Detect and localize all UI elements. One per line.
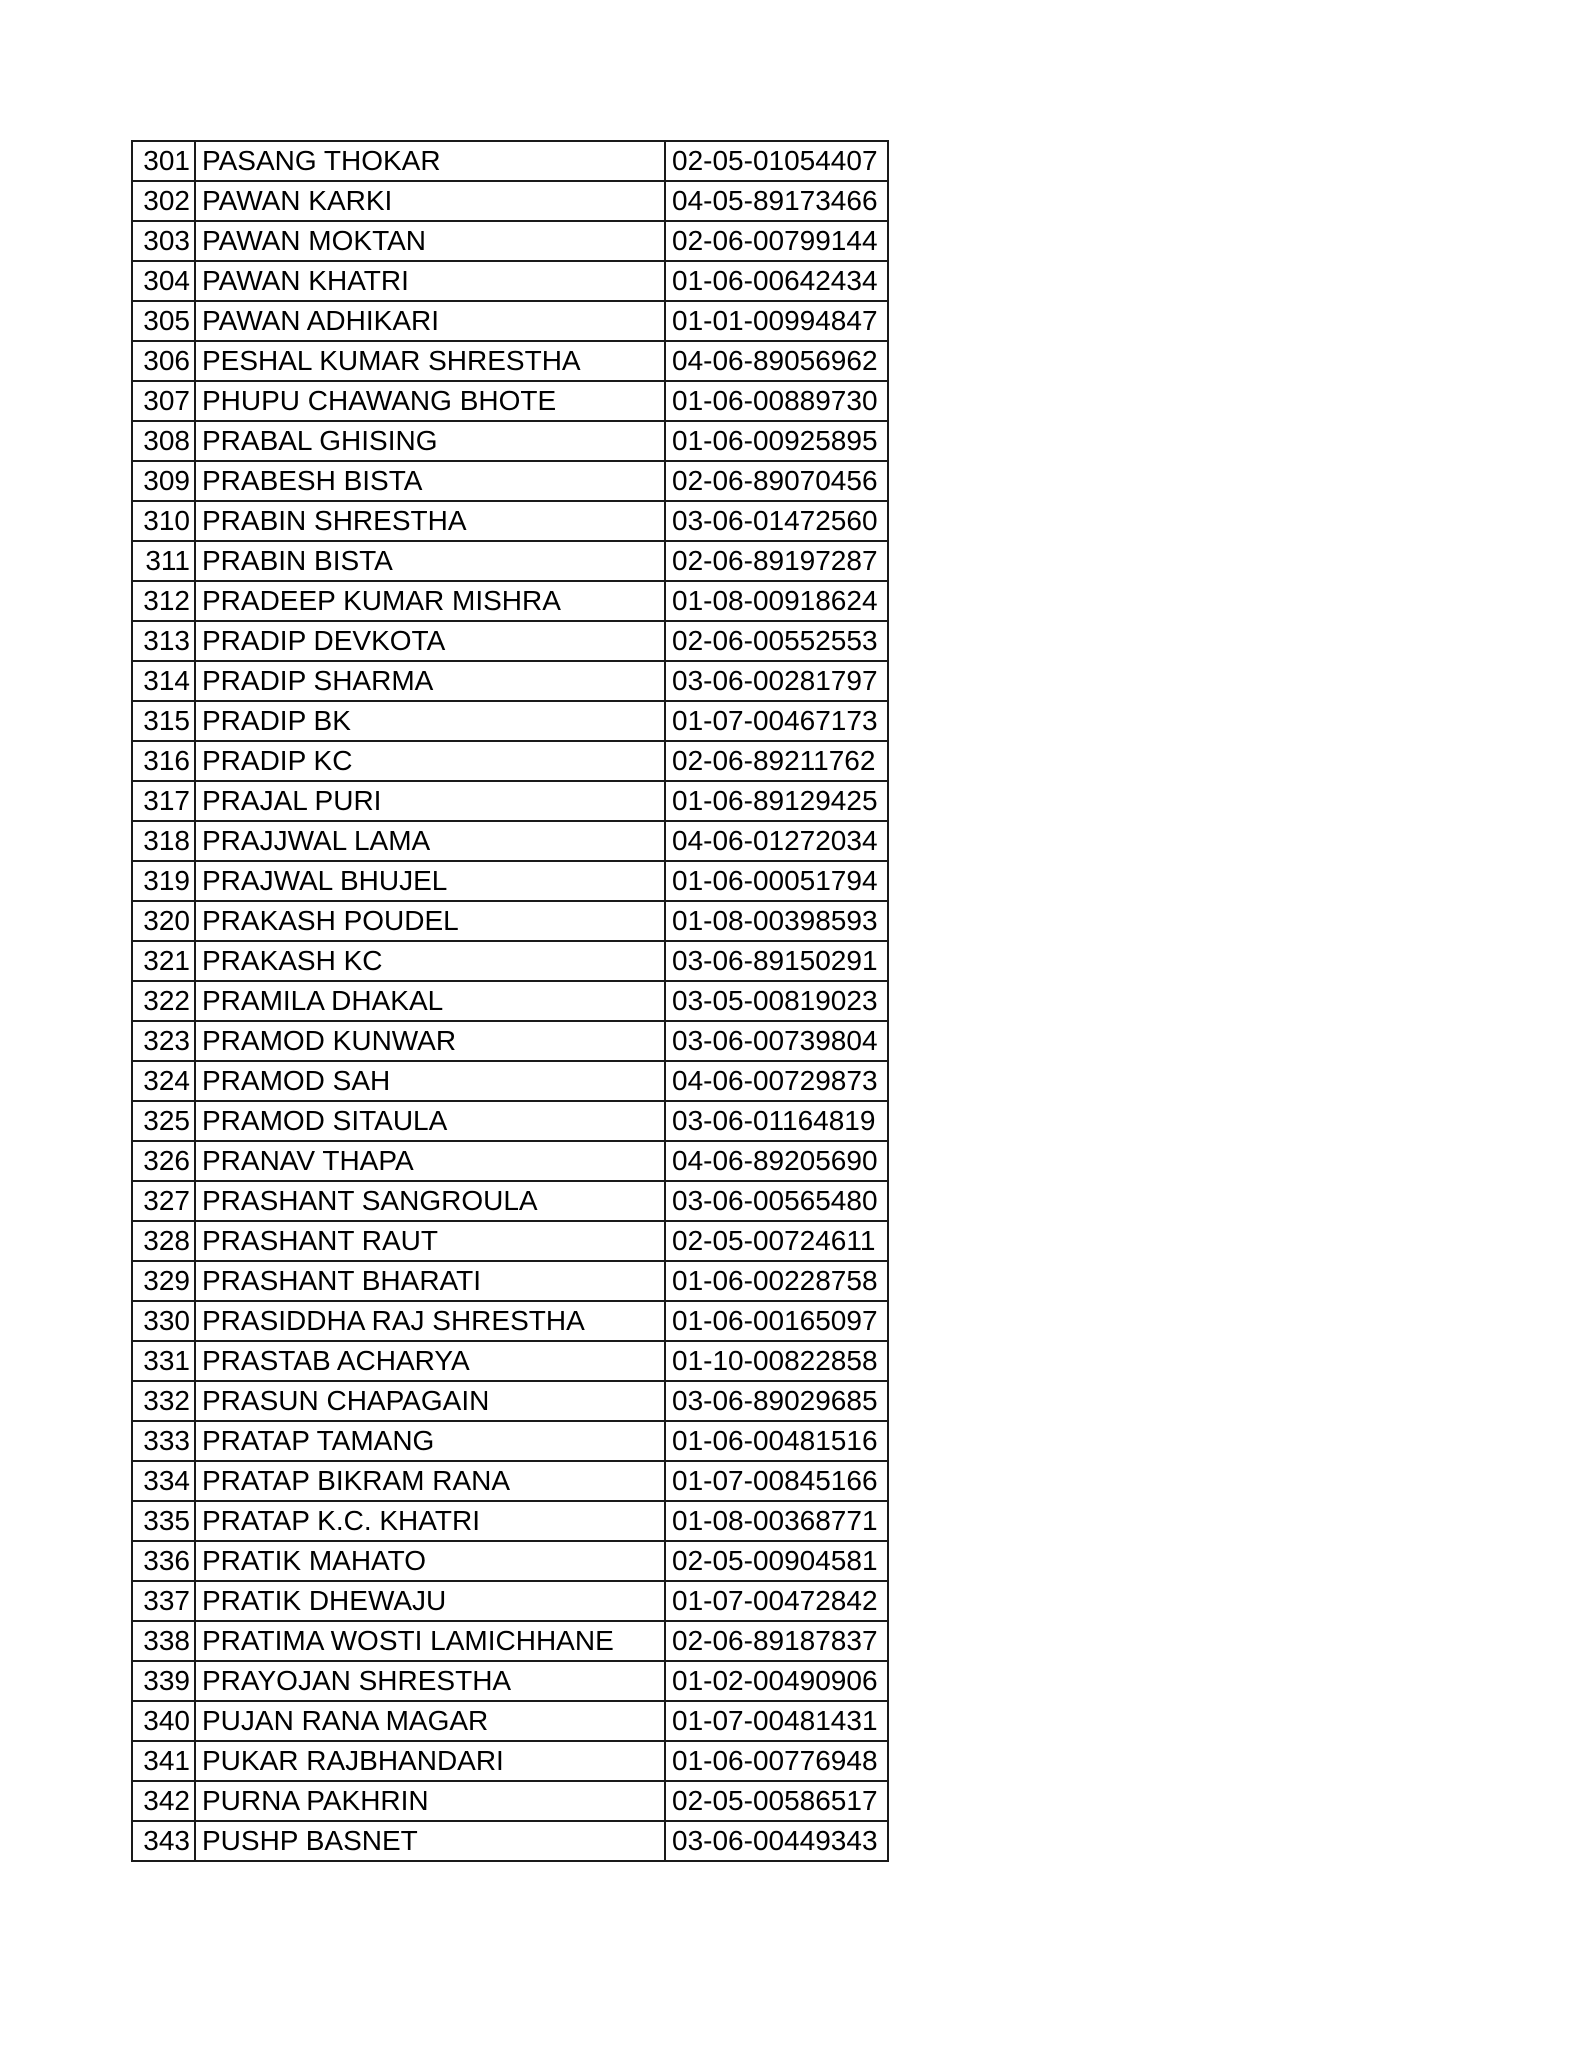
code-cell: 03-06-01472560 bbox=[665, 501, 888, 541]
row-number-cell: 330 bbox=[132, 1301, 195, 1341]
table-row bbox=[132, 1701, 888, 1741]
name-cell: PRAYOJAN SHRESTHA bbox=[195, 1661, 665, 1701]
table-row bbox=[132, 901, 888, 941]
code-cell: 01-06-00925895 bbox=[665, 421, 888, 461]
table-row bbox=[132, 541, 888, 581]
table-row bbox=[132, 781, 888, 821]
table-row bbox=[132, 701, 888, 741]
code-cell: 03-06-00565480 bbox=[665, 1181, 888, 1221]
table-row bbox=[132, 1101, 888, 1141]
name-cell: PRABIN SHRESTHA bbox=[195, 501, 665, 541]
table-row bbox=[132, 221, 888, 261]
code-cell: 01-06-00481516 bbox=[665, 1421, 888, 1461]
code-cell: 01-06-00228758 bbox=[665, 1261, 888, 1301]
table-row bbox=[132, 501, 888, 541]
code-cell: 04-06-89205690 bbox=[665, 1141, 888, 1181]
code-cell: 01-06-00642434 bbox=[665, 261, 888, 301]
row-number-cell: 333 bbox=[132, 1421, 195, 1461]
code-cell: 03-06-01164819 bbox=[665, 1101, 888, 1141]
name-cell: PRATIK DHEWAJU bbox=[195, 1581, 665, 1621]
row-number-cell: 310 bbox=[132, 501, 195, 541]
row-number-cell: 315 bbox=[132, 701, 195, 741]
code-cell: 04-06-89056962 bbox=[665, 341, 888, 381]
row-number-cell: 309 bbox=[132, 461, 195, 501]
name-cell: PRAKASH KC bbox=[195, 941, 665, 981]
row-number-cell: 342 bbox=[132, 1781, 195, 1821]
table-row bbox=[132, 301, 888, 341]
name-cell: PRADIP KC bbox=[195, 741, 665, 781]
name-cell: PRAJAL PURI bbox=[195, 781, 665, 821]
name-cell: PRATIK MAHATO bbox=[195, 1541, 665, 1581]
name-cell: PRASTAB ACHARYA bbox=[195, 1341, 665, 1381]
name-cell: PUSHP BASNET bbox=[195, 1821, 665, 1861]
name-cell: PRAMILA DHAKAL bbox=[195, 981, 665, 1021]
name-cell: PRADEEP KUMAR MISHRA bbox=[195, 581, 665, 621]
code-cell: 04-06-01272034 bbox=[665, 821, 888, 861]
code-cell: 02-05-00586517 bbox=[665, 1781, 888, 1821]
code-cell: 01-06-00165097 bbox=[665, 1301, 888, 1341]
table-row bbox=[132, 741, 888, 781]
table-row bbox=[132, 381, 888, 421]
table-row bbox=[132, 1221, 888, 1261]
name-cell: PRATAP K.C. KHATRI bbox=[195, 1501, 665, 1541]
table-row bbox=[132, 581, 888, 621]
row-number-cell: 304 bbox=[132, 261, 195, 301]
name-cell: PHUPU CHAWANG BHOTE bbox=[195, 381, 665, 421]
name-cell: PRABAL GHISING bbox=[195, 421, 665, 461]
code-cell: 01-07-00845166 bbox=[665, 1461, 888, 1501]
table-row bbox=[132, 1461, 888, 1501]
code-cell: 04-06-00729873 bbox=[665, 1061, 888, 1101]
code-cell: 01-07-00481431 bbox=[665, 1701, 888, 1741]
code-cell: 02-06-89211762 bbox=[665, 741, 888, 781]
code-cell: 03-05-00819023 bbox=[665, 981, 888, 1021]
table-row bbox=[132, 1541, 888, 1581]
row-number-cell: 321 bbox=[132, 941, 195, 981]
code-cell: 02-05-00904581 bbox=[665, 1541, 888, 1581]
code-cell: 02-06-89070456 bbox=[665, 461, 888, 501]
name-cell: PRADIP DEVKOTA bbox=[195, 621, 665, 661]
code-cell: 04-05-89173466 bbox=[665, 181, 888, 221]
row-number-cell: 301 bbox=[132, 141, 195, 181]
table-row bbox=[132, 1141, 888, 1181]
name-cell: PRASHANT BHARATI bbox=[195, 1261, 665, 1301]
name-cell: PRATIMA WOSTI LAMICHHANE bbox=[195, 1621, 665, 1661]
table-row bbox=[132, 1501, 888, 1541]
table-row bbox=[132, 341, 888, 381]
table-row bbox=[132, 461, 888, 501]
table-row bbox=[132, 1021, 888, 1061]
record-table bbox=[131, 140, 889, 1862]
name-cell: PRASHANT SANGROULA bbox=[195, 1181, 665, 1221]
name-cell: PRATAP TAMANG bbox=[195, 1421, 665, 1461]
row-number-cell: 325 bbox=[132, 1101, 195, 1141]
table-row bbox=[132, 1781, 888, 1821]
table-row bbox=[132, 941, 888, 981]
row-number-cell: 302 bbox=[132, 181, 195, 221]
code-cell: 02-06-89197287 bbox=[665, 541, 888, 581]
code-cell: 02-06-00552553 bbox=[665, 621, 888, 661]
name-cell: PESHAL KUMAR SHRESTHA bbox=[195, 341, 665, 381]
row-number-cell: 318 bbox=[132, 821, 195, 861]
row-number-cell: 339 bbox=[132, 1661, 195, 1701]
row-number-cell: 305 bbox=[132, 301, 195, 341]
name-cell: PASANG THOKAR bbox=[195, 141, 665, 181]
code-cell: 01-06-00776948 bbox=[665, 1741, 888, 1781]
row-number-cell: 311 bbox=[132, 541, 195, 581]
name-cell: PUJAN RANA MAGAR bbox=[195, 1701, 665, 1741]
name-cell: PRAJJWAL LAMA bbox=[195, 821, 665, 861]
name-cell: PRAMOD SITAULA bbox=[195, 1101, 665, 1141]
row-number-cell: 332 bbox=[132, 1381, 195, 1421]
code-cell: 01-08-00368771 bbox=[665, 1501, 888, 1541]
code-cell: 02-05-01054407 bbox=[665, 141, 888, 181]
code-cell: 01-06-00889730 bbox=[665, 381, 888, 421]
code-cell: 01-01-00994847 bbox=[665, 301, 888, 341]
code-cell: 01-06-00051794 bbox=[665, 861, 888, 901]
code-cell: 01-07-00467173 bbox=[665, 701, 888, 741]
table-row bbox=[132, 141, 888, 181]
row-number-cell: 335 bbox=[132, 1501, 195, 1541]
row-number-cell: 328 bbox=[132, 1221, 195, 1261]
name-cell: PRADIP SHARMA bbox=[195, 661, 665, 701]
row-number-cell: 331 bbox=[132, 1341, 195, 1381]
code-cell: 02-06-89187837 bbox=[665, 1621, 888, 1661]
name-cell: PRASIDDHA RAJ SHRESTHA bbox=[195, 1301, 665, 1341]
table-row bbox=[132, 1621, 888, 1661]
table-row bbox=[132, 1741, 888, 1781]
row-number-cell: 303 bbox=[132, 221, 195, 261]
name-cell: PRANAV THAPA bbox=[195, 1141, 665, 1181]
row-number-cell: 320 bbox=[132, 901, 195, 941]
row-number-cell: 324 bbox=[132, 1061, 195, 1101]
table-row bbox=[132, 1301, 888, 1341]
name-cell: PRABIN BISTA bbox=[195, 541, 665, 581]
row-number-cell: 307 bbox=[132, 381, 195, 421]
name-cell: PAWAN ADHIKARI bbox=[195, 301, 665, 341]
table-row bbox=[132, 821, 888, 861]
table-row bbox=[132, 861, 888, 901]
code-cell: 01-10-00822858 bbox=[665, 1341, 888, 1381]
table-row bbox=[132, 1181, 888, 1221]
table-row bbox=[132, 621, 888, 661]
row-number-cell: 306 bbox=[132, 341, 195, 381]
row-number-cell: 317 bbox=[132, 781, 195, 821]
row-number-cell: 323 bbox=[132, 1021, 195, 1061]
name-cell: PRABESH BISTA bbox=[195, 461, 665, 501]
record-table-body bbox=[132, 141, 888, 1861]
name-cell: PRASHANT RAUT bbox=[195, 1221, 665, 1261]
name-cell: PRAMOD KUNWAR bbox=[195, 1021, 665, 1061]
code-cell: 02-06-00799144 bbox=[665, 221, 888, 261]
table-row bbox=[132, 1661, 888, 1701]
name-cell: PRATAP BIKRAM RANA bbox=[195, 1461, 665, 1501]
name-cell: PAWAN KHATRI bbox=[195, 261, 665, 301]
row-number-cell: 326 bbox=[132, 1141, 195, 1181]
table-row bbox=[132, 421, 888, 461]
table-row bbox=[132, 261, 888, 301]
row-number-cell: 308 bbox=[132, 421, 195, 461]
code-cell: 03-06-89029685 bbox=[665, 1381, 888, 1421]
code-cell: 02-05-00724611 bbox=[665, 1221, 888, 1261]
table-row bbox=[132, 181, 888, 221]
code-cell: 03-06-00739804 bbox=[665, 1021, 888, 1061]
row-number-cell: 336 bbox=[132, 1541, 195, 1581]
name-cell: PUKAR RAJBHANDARI bbox=[195, 1741, 665, 1781]
table-row bbox=[132, 1821, 888, 1861]
name-cell: PAWAN KARKI bbox=[195, 181, 665, 221]
code-cell: 01-08-00918624 bbox=[665, 581, 888, 621]
row-number-cell: 327 bbox=[132, 1181, 195, 1221]
row-number-cell: 313 bbox=[132, 621, 195, 661]
code-cell: 03-06-00449343 bbox=[665, 1821, 888, 1861]
code-cell: 03-06-89150291 bbox=[665, 941, 888, 981]
row-number-cell: 312 bbox=[132, 581, 195, 621]
code-cell: 01-07-00472842 bbox=[665, 1581, 888, 1621]
name-cell: PURNA PAKHRIN bbox=[195, 1781, 665, 1821]
row-number-cell: 337 bbox=[132, 1581, 195, 1621]
code-cell: 01-02-00490906 bbox=[665, 1661, 888, 1701]
row-number-cell: 319 bbox=[132, 861, 195, 901]
row-number-cell: 338 bbox=[132, 1621, 195, 1661]
name-cell: PAWAN MOKTAN bbox=[195, 221, 665, 261]
name-cell: PRAMOD SAH bbox=[195, 1061, 665, 1101]
table-row bbox=[132, 1341, 888, 1381]
row-number-cell: 334 bbox=[132, 1461, 195, 1501]
row-number-cell: 341 bbox=[132, 1741, 195, 1781]
row-number-cell: 314 bbox=[132, 661, 195, 701]
code-cell: 01-06-89129425 bbox=[665, 781, 888, 821]
code-cell: 03-06-00281797 bbox=[665, 661, 888, 701]
name-cell: PRADIP BK bbox=[195, 701, 665, 741]
name-cell: PRASUN CHAPAGAIN bbox=[195, 1381, 665, 1421]
table-row bbox=[132, 1581, 888, 1621]
table-row bbox=[132, 1261, 888, 1301]
row-number-cell: 329 bbox=[132, 1261, 195, 1301]
table-row bbox=[132, 1421, 888, 1461]
row-number-cell: 343 bbox=[132, 1821, 195, 1861]
row-number-cell: 340 bbox=[132, 1701, 195, 1741]
table-row bbox=[132, 661, 888, 701]
code-cell: 01-08-00398593 bbox=[665, 901, 888, 941]
row-number-cell: 316 bbox=[132, 741, 195, 781]
name-cell: PRAKASH POUDEL bbox=[195, 901, 665, 941]
name-cell: PRAJWAL BHUJEL bbox=[195, 861, 665, 901]
table-row bbox=[132, 1381, 888, 1421]
row-number-cell: 322 bbox=[132, 981, 195, 1021]
table-row bbox=[132, 981, 888, 1021]
table-row bbox=[132, 1061, 888, 1101]
